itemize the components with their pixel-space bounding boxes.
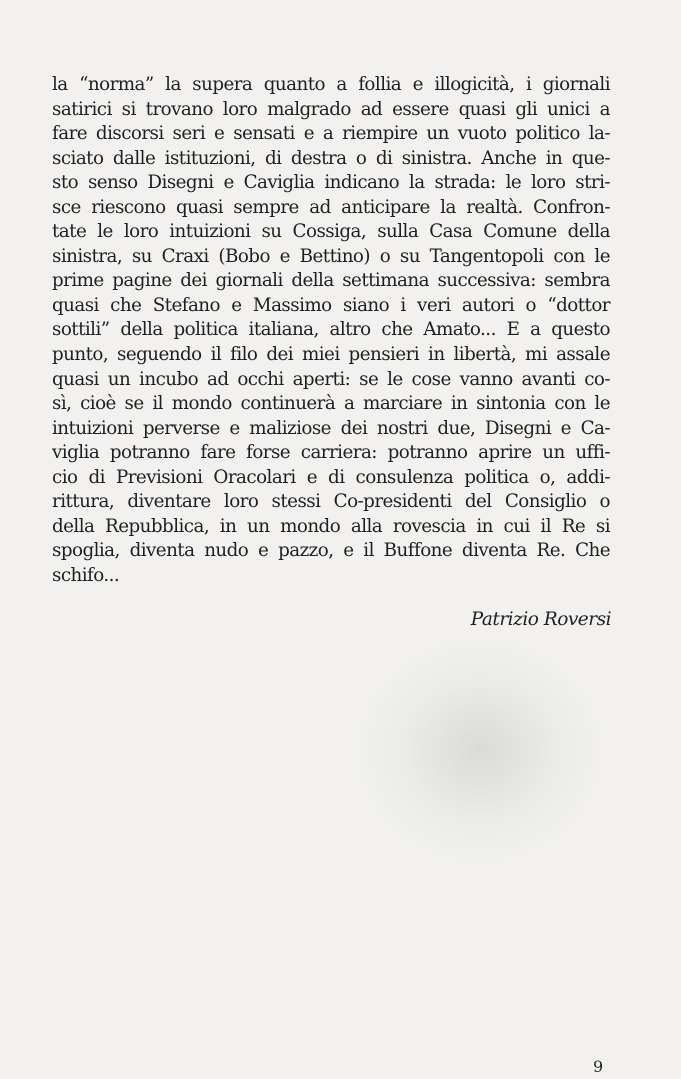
text-line: sottili” della politica italiana, altro che Amato... E a questo (52, 319, 610, 341)
text-line: sinistra, su Craxi (Bobo e Bettino) o su Tangentopoli con le (52, 245, 610, 267)
text-line: quasi un incubo ad occhi aperti: se le cose vanno avanti co- (52, 368, 610, 390)
text-line: la “norma” la supera quanto a follia e illogicità, i giornali (52, 74, 610, 95)
text-line: rittura, diventare loro stessi Co-presidenti del Consiglio o (52, 491, 610, 513)
text-line-last: schifo... (52, 564, 120, 586)
body-paragraph (52, 73, 610, 588)
page-number: 9 (593, 1057, 604, 1076)
text-line: tate le loro intuizioni su Cossiga, sulla Casa Comune della (52, 221, 610, 243)
text-line: sì, cioè se il mondo continuerà a marciare in sintonia con le (52, 393, 610, 415)
text-line: sto senso Disegni e Caviglia indicano la strada: le loro stri- (52, 172, 610, 194)
text-line: punto, seguendo il filo dei miei pensieri in libertà, mi assale (52, 344, 610, 366)
text-line: sciato dalle istituzioni, di destra o di sinistra. Anche in que- (52, 147, 610, 169)
text-line: intuizioni perverse e maliziose dei nostri due, Disegni e Ca- (52, 417, 610, 439)
text-line: sce riescono quasi sempre ad anticipare la realtà. Confron- (52, 196, 610, 218)
author-signature: Patrizio Roversi (470, 609, 611, 630)
scan-shadow (360, 640, 600, 860)
text-line: della Repubblica, in un mondo alla rovescia in cui il Re si (52, 515, 610, 537)
text-line: prime pagine dei giornali della settimana successiva: sembra (52, 270, 610, 292)
text-line: spoglia, diventa nudo e pazzo, e il Buffone diventa Re. Che (52, 540, 610, 562)
text-line: fare discorsi seri e sensati e a riempire un vuoto politico la- (52, 123, 610, 145)
text-line: satirici si trovano loro malgrado ad essere quasi gli unici a (52, 98, 610, 120)
text-line: quasi che Stefano e Massimo siano i veri autori o “dottor (52, 294, 610, 316)
text-line: viglia potranno fare forse carriera: potranno aprire un uffi- (52, 442, 610, 464)
text-line: cio di Previsioni Oracolari e di consulenza politica o, addi- (52, 466, 610, 488)
